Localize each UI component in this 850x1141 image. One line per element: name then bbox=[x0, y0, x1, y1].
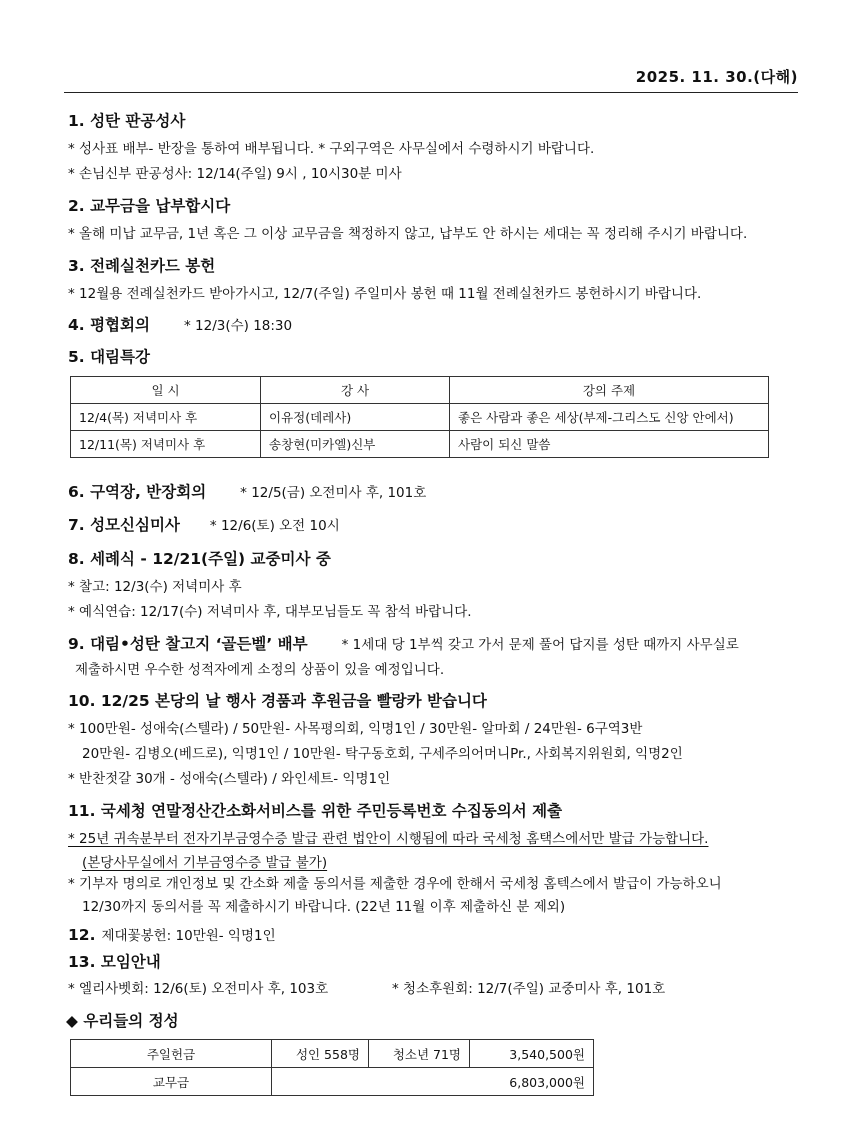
section-4-title bbox=[68, 313, 292, 335]
section-2-title: 2. 교무금을 납부합시다 bbox=[68, 197, 231, 215]
bulletin-date: 2025. 11. 30.(다해) bbox=[635, 68, 798, 86]
lecture-table bbox=[70, 376, 769, 458]
section-7-title bbox=[68, 513, 340, 535]
table-header-row bbox=[71, 377, 769, 404]
offering-title: ◆ 우리들의 정성 bbox=[66, 1012, 179, 1030]
table-cell: 6,803,000원 bbox=[272, 1068, 594, 1096]
section-5-title: 5. 대림특강 bbox=[68, 348, 150, 366]
section-8-line-2: * 예식연습: 12/17(수) 저녁미사 후, 대부모님들도 꼭 참석 바랍니다. bbox=[68, 604, 472, 620]
section-1-line-2: * 손님신부 판공성사: 12/14(주일) 9시 , 10시30분 미사 bbox=[68, 166, 402, 182]
section-10-line-2: 20만원- 김병오(베드로), 익명1인 / 10만원- 탁구동호회, 구세주의어머니Pr., 사회복지위원회, 익명2인 bbox=[82, 746, 683, 762]
section-12-title bbox=[68, 924, 276, 944]
section-7-detail: * 12/6(토) 오전 10시 bbox=[209, 518, 340, 534]
section-3-title: 3. 전례실천카드 봉헌 bbox=[68, 257, 216, 275]
table-cell: 청소년 71명 bbox=[369, 1040, 470, 1068]
table-cell: 송창현(미카엘)신부 bbox=[261, 431, 450, 458]
table-header: 강 사 bbox=[261, 377, 450, 404]
section-13-line-1b: * 청소후원회: 12/7(주일) 교중미사 후, 101호 bbox=[392, 981, 666, 997]
table-row bbox=[71, 1040, 594, 1068]
table-row bbox=[71, 1068, 594, 1096]
table-row bbox=[71, 404, 769, 431]
section-10-line-3: * 반찬젓갈 30개 - 성애숙(스텔라) / 와인세트- 익명1인 bbox=[68, 771, 391, 787]
section-11-title: 11. 국세청 연말정산간소화서비스를 위한 주민등록번호 수집동의서 제출 bbox=[68, 802, 563, 820]
table-cell: 사람이 되신 말씀 bbox=[450, 431, 769, 458]
table-cell: 이유정(데레사) bbox=[261, 404, 450, 431]
section-8-title: 8. 세례식 - 12/21(주일) 교중미사 중 bbox=[68, 550, 331, 568]
table-cell: 교무금 bbox=[71, 1068, 272, 1096]
section-2-line-1: * 올해 미납 교무금, 1년 혹은 그 이상 교무금을 책정하지 않고, 납부도 안 하시는 세대는 꼭 정리해 주시기 바랍니다. bbox=[68, 226, 748, 242]
section-6-title bbox=[68, 480, 426, 502]
section-4-detail: * 12/3(수) 18:30 bbox=[183, 318, 293, 334]
section-11-line-1: * 25년 귀속분부터 전자기부금영수증 발급 관련 법안이 시행됨에 따라 국세청 홈택스에서만 발급 가능합니다. bbox=[68, 831, 709, 847]
table-cell: 성인 558명 bbox=[272, 1040, 369, 1068]
table-header: 강의 주제 bbox=[450, 377, 769, 404]
table-header: 일 시 bbox=[71, 377, 261, 404]
table-cell: 주일헌금 bbox=[71, 1040, 272, 1068]
section-4-heading: 4. 평협회의 bbox=[68, 316, 150, 334]
section-10-title: 10. 12/25 본당의 날 행사 경품과 후원금을 빨랑카 받습니다 bbox=[68, 692, 487, 710]
table-row bbox=[71, 431, 769, 458]
section-6-detail: * 12/5(금) 오전미사 후, 101호 bbox=[240, 485, 427, 501]
section-12-detail: 제대꽃봉헌: 10만원- 익명1인 bbox=[101, 928, 276, 944]
offering-table bbox=[70, 1039, 594, 1096]
section-1-title: 1. 성탄 판공성사 bbox=[68, 112, 186, 130]
section-3-line-1: * 12월용 전례실천카드 받아가시고, 12/7(주일) 주일미사 봉헌 때 11월 전례실천카드 봉헌하시기 바랍니다. bbox=[68, 286, 702, 302]
section-11-line-3: * 기부자 명의로 개인정보 및 간소화 제출 동의서를 제출한 경우에 한해서 국세청 홈텍스에서 발급이 가능하오니 bbox=[68, 876, 722, 892]
table-cell: 12/4(목) 저녁미사 후 bbox=[71, 404, 261, 431]
section-10-line-1: * 100만원- 성애숙(스텔라) / 50만원- 사목평의회, 익명1인 / 30만원- 알마회 / 24만원- 6구역3반 bbox=[68, 721, 643, 737]
section-9-detail: * 1세대 당 1부씩 갖고 가서 문제 풀어 답지를 성탄 때까지 사무실로 bbox=[341, 637, 739, 653]
section-13-line-1a: * 엘리사벳회: 12/6(토) 오전미사 후, 103호 bbox=[68, 981, 329, 997]
section-9-line-2: 제출하시면 우수한 성적자에게 소정의 상품이 있을 예정입니다. bbox=[75, 662, 445, 678]
section-6-heading: 6. 구역장, 반장회의 bbox=[68, 483, 207, 501]
section-7-heading: 7. 성모신심미사 bbox=[68, 516, 180, 534]
section-8-line-1: * 찰고: 12/3(수) 저녁미사 후 bbox=[68, 579, 242, 595]
header-divider bbox=[64, 92, 798, 93]
section-12-heading: 12. bbox=[68, 926, 96, 944]
table-cell: 12/11(목) 저녁미사 후 bbox=[71, 431, 261, 458]
section-9-title bbox=[68, 632, 739, 654]
section-9-heading: 9. 대림•성탄 찰고지 ‘골든벨’ 배부 bbox=[68, 635, 308, 653]
section-11-line-4: 12/30까지 동의서를 꼭 제출하시기 바랍니다. (22년 11월 이후 제출하신 분 제외) bbox=[82, 899, 566, 915]
section-13-title: 13. 모임안내 bbox=[68, 953, 161, 971]
table-cell: 좋은 사람과 좋은 세상(부제-그리스도 신앙 안에서) bbox=[450, 404, 769, 431]
section-1-line-1: * 성사표 배부- 반장을 통하여 배부됩니다. * 구외구역은 사무실에서 수령하시기 바랍니다. bbox=[68, 141, 595, 157]
table-cell: 3,540,500원 bbox=[470, 1040, 594, 1068]
section-11-line-2: (본당사무실에서 기부금영수증 발급 불가) bbox=[82, 855, 328, 871]
